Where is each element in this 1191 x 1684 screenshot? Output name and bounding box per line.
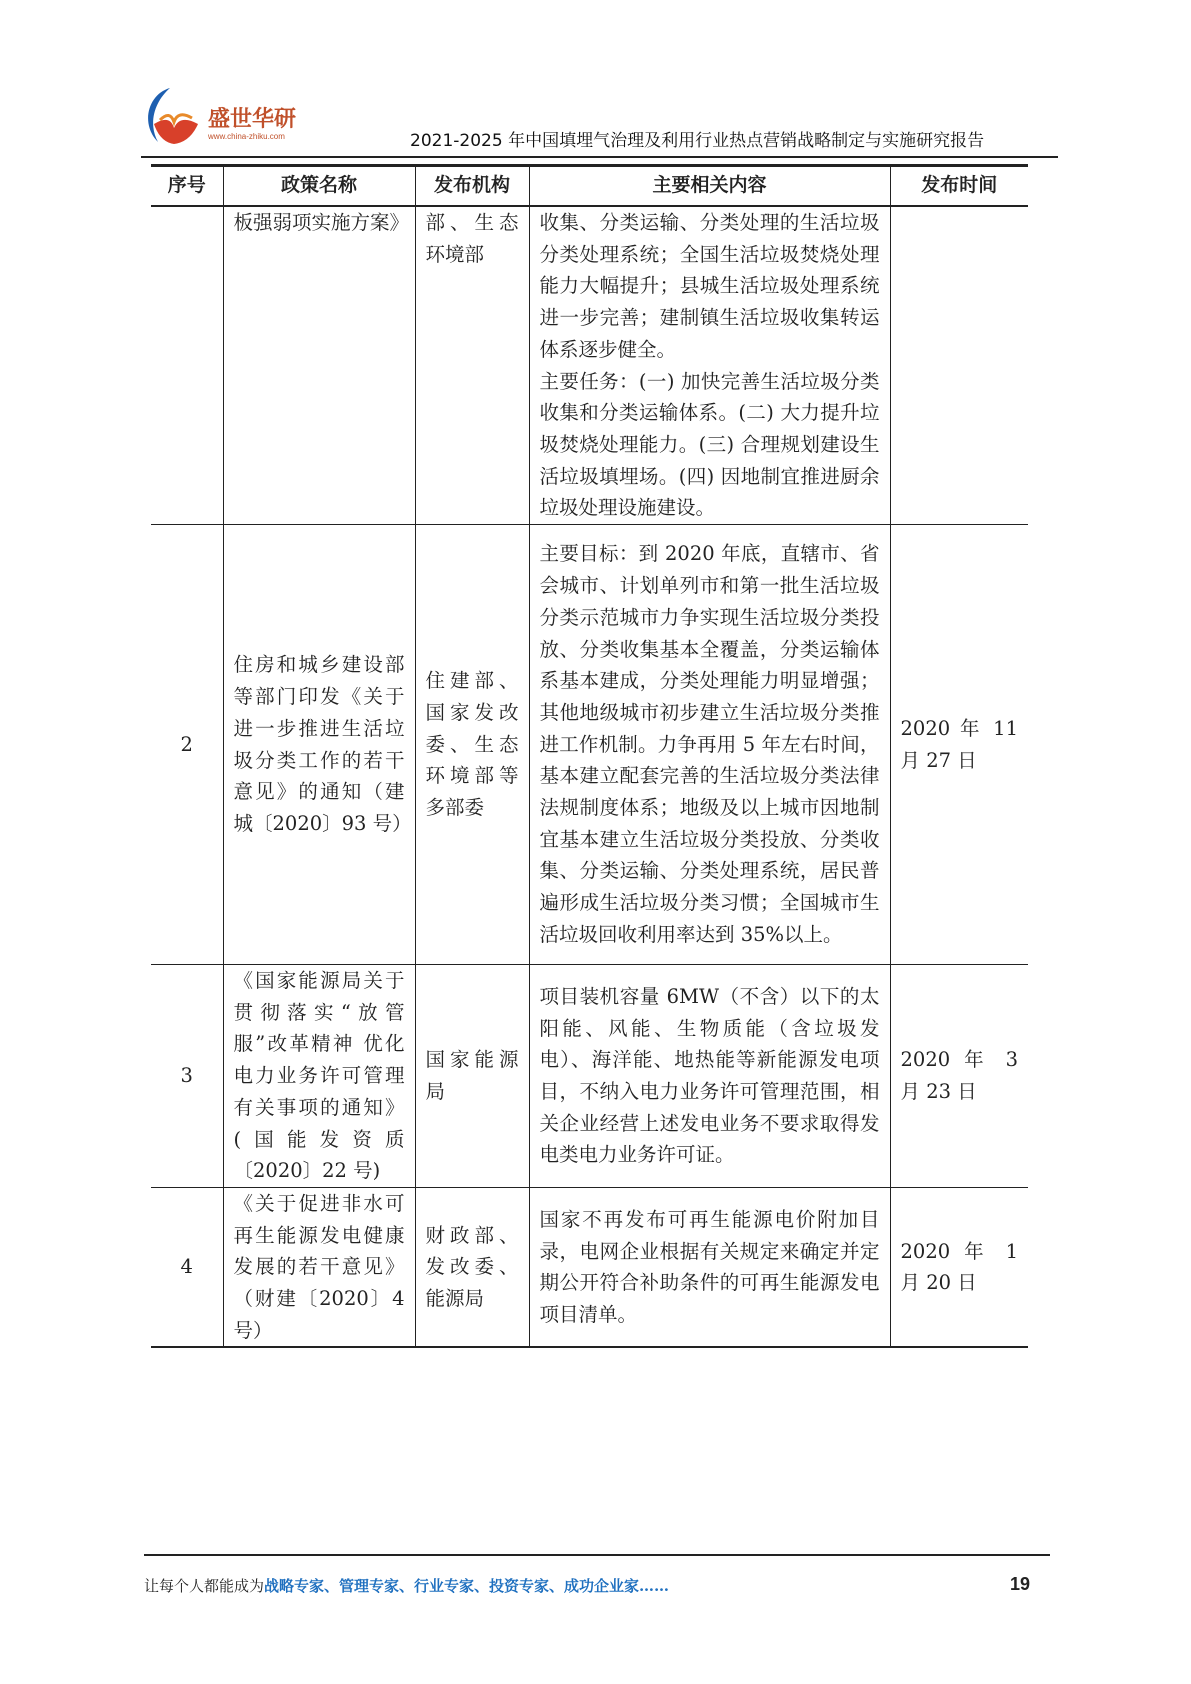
cell-org: 住建部、国家发改委、生态环境部等多部委: [415, 525, 529, 965]
content-paragraph: 主要任务：(一) 加快完善生活垃圾分类收集和分类运输体系。(二) 大力提升垃圾焚烧处理能力。(三) 合理规划建设生活垃圾填埋场。(四) 因地制宜推进厨余垃圾处理设施建设。: [539, 369, 880, 520]
cell-content: 国家不再发布可再生能源电价附加目录，电网企业根据有关规定来确定并定期公开符合补助条件的可再生能源发电项目清单。: [529, 1187, 890, 1347]
page-number: 19: [1010, 1574, 1031, 1594]
table-row: [151, 965, 1028, 1188]
cell-date: [890, 206, 1028, 525]
header-divider: [141, 156, 1058, 158]
footer-divider: [144, 1554, 1050, 1556]
cell-date: 2020 年 1 月 20 日: [890, 1187, 1028, 1347]
cell-org: 国家能源局: [415, 965, 529, 1188]
column-header-org: 发布机构: [415, 166, 529, 207]
logo-url: www.china-zhiku.com: [208, 132, 285, 141]
column-header-content: 主要相关内容: [529, 166, 890, 207]
report-title: 2021-2025 年中国填埋气治理及利用行业热点营销战略制定与实施研究报告: [410, 131, 985, 151]
cell-date: 2020 年 11 月 27 日: [890, 525, 1028, 965]
column-header-name: 政策名称: [223, 166, 415, 207]
cell-name: 《国家能源局关于贯彻落实“放管服”改革精神 优化电力业务许可管理有关事项的通知》(国能发资质〔2020〕22 号): [223, 965, 415, 1188]
column-header-no: 序号: [151, 166, 223, 207]
footer-slogan: [144, 1575, 669, 1596]
cell-date: 2020 年 3 月 23 日: [890, 965, 1028, 1188]
table-row: [151, 525, 1028, 965]
table-header-row: [151, 166, 1028, 207]
logo-swoosh-icon: [140, 84, 206, 150]
slogan-highlight: 战略专家、管理专家、行业专家、投资专家、成功企业家……: [264, 1577, 670, 1595]
table-row: [151, 1187, 1028, 1347]
company-logo: [140, 84, 310, 150]
cell-no: 2: [151, 525, 223, 965]
logo-brand-text: 盛世华研: [208, 107, 297, 132]
content-paragraph: 收集、分类运输、分类处理的生活垃圾分类处理系统；全国生活垃圾焚烧处理能力大幅提升；县城生活垃圾处理系统进一步完善；建制镇生活垃圾收集转运体系逐步健全。: [539, 211, 880, 361]
cell-content: 主要目标：到 2020 年底，直辖市、省会城市、计划单列市和第一批生活垃圾分类示范城市力争实现生活垃圾分类投放、分类收集基本全覆盖，分类运输体系基本建成，分类处理能力明显增强；其他地级城市初步建立生活垃圾分类推进工作机制。力争再用 5 年左右时间，基本建立配套完善的生活垃圾分类法律法规制度体系；地级及以上城市因地制宜基本建立生活垃圾分类投放、分类收集、分类运输、分类处理系统，居民普遍形成生活垃圾分类习惯；全国城市生活垃圾回收利用率达到 35%以上。: [529, 525, 890, 965]
policy-table: [151, 164, 1028, 1348]
column-header-date: 发布时间: [890, 166, 1028, 207]
cell-content: [529, 206, 890, 525]
cell-no: 3: [151, 965, 223, 1188]
cell-name: 板强弱项实施方案》: [223, 206, 415, 525]
cell-org: 部、生态环境部: [415, 206, 529, 525]
table-row: [151, 206, 1028, 525]
cell-no: [151, 206, 223, 525]
cell-content: 项目装机容量 6MW（不含）以下的太阳能、风能、生物质能（含垃圾发电）、海洋能、地热能等新能源发电项目，不纳入电力业务许可管理范围，相关企业经营上述发电业务不要求取得发电类电力业务许可证。: [529, 965, 890, 1188]
cell-no: 4: [151, 1187, 223, 1347]
slogan-lead: 让每个人都能成为: [144, 1577, 265, 1595]
cell-name: 住房和城乡建设部等部门印发《关于进一步推进生活垃圾分类工作的若干意见》的通知（建城〔2020〕93 号）: [223, 525, 415, 965]
cell-name: 《关于促进非水可再生能源发电健康发展的若干意见》（财建〔2020〕4 号）: [223, 1187, 415, 1347]
cell-org: 财政部、发改委、能源局: [415, 1187, 529, 1347]
